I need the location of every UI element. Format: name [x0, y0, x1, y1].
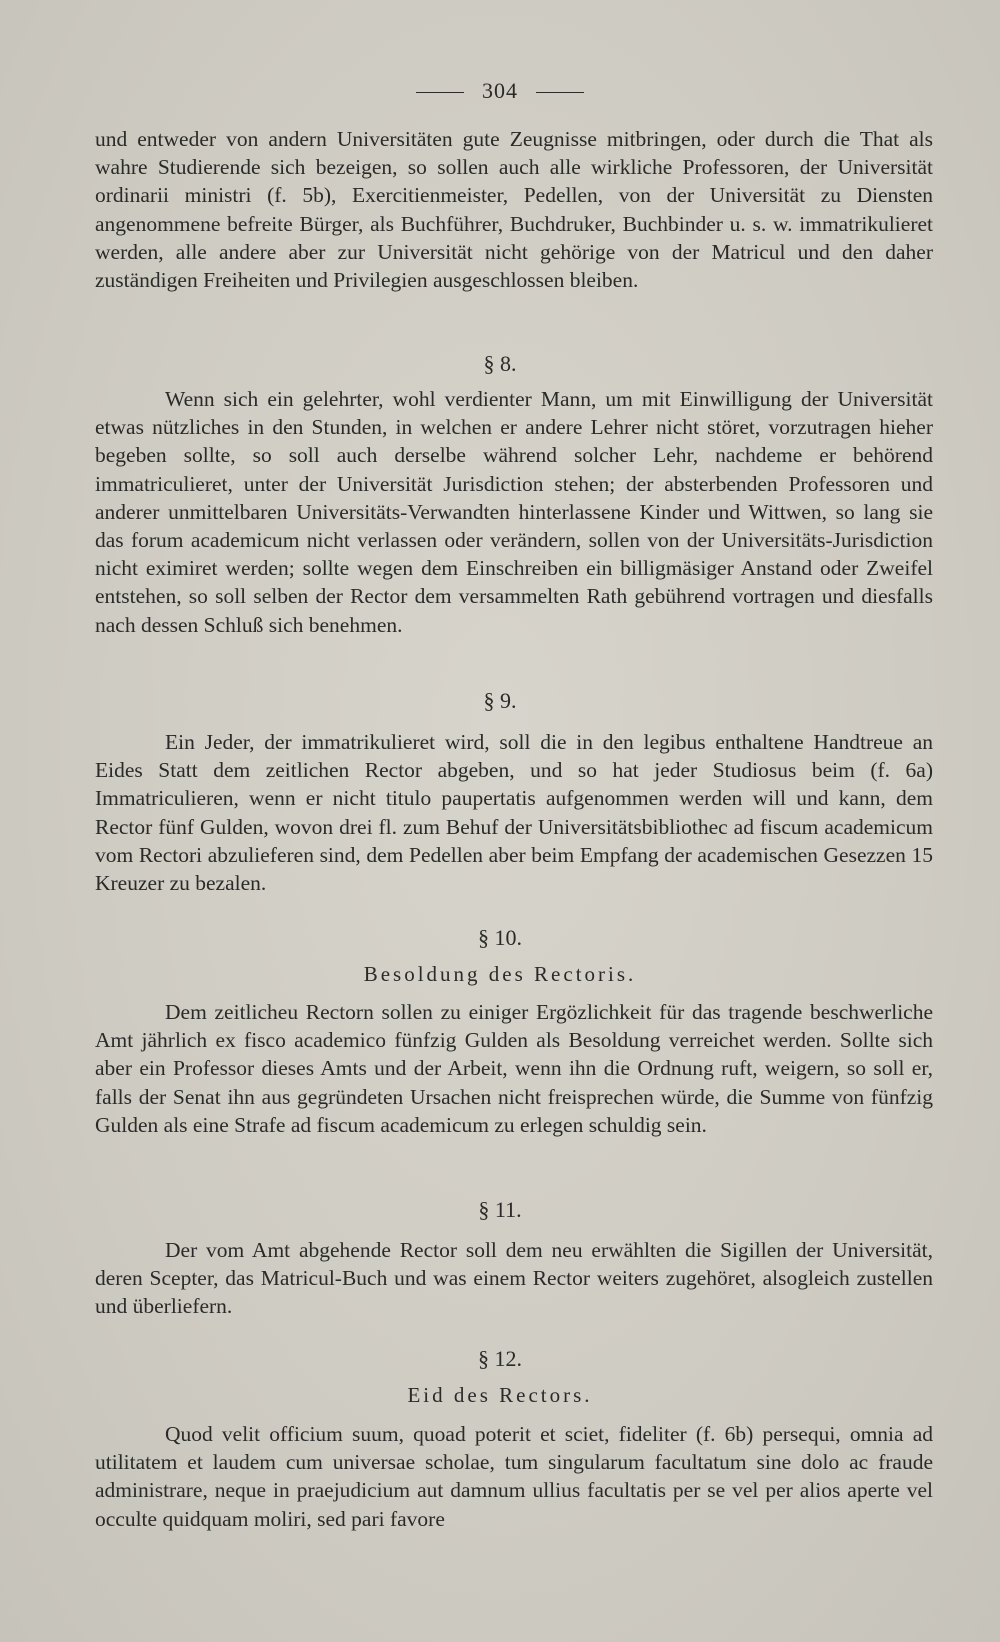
- page-header: [0, 78, 1000, 104]
- paragraph-section-11: [95, 1236, 933, 1321]
- section-title-12: Eid des Rectors.: [407, 1383, 593, 1407]
- section-heading-12: § 12.: [478, 1346, 522, 1371]
- page-number: 304: [482, 78, 518, 103]
- paragraph-text: Ein Jeder, der immatrikulieret wird, soll die in den legibus enthaltene Handtreue an Eides Statt dem zeitlichen Rector abgeben, und so hat jeder Studiosus beim (f. 6a) Immatriculieren, wenn er nicht titulo paupertatis aufgenommen werden will und kann, dem Rector fünf Gulden, wovon drei fl. zum Behuf der Universitätsbibliothec ad fiscum academicum vom Rectori abzulieferen sind, dem Pedellen aber beim Empfang der academischen Gesezzen 15 Kreuzer zu bezalen.: [95, 730, 933, 896]
- section-title-10: Besoldung des Rectoris.: [363, 962, 637, 986]
- paragraph-text: Wenn sich ein gelehrter, wohl verdienter Mann, um mit Einwilligung der Universität etwas nützliches in den Stunden, in welchen er andere Lehrer nicht störet, vorzutragen hieher begeben sollte, so soll auch derselbe während solcher Lehr, nachdeme er behörend immatriculieret, unter der Universität Jurisdiction stehen; der absterbenden Professoren und anderer unmittelbaren Universitäts-Verwandten hinterlassene Kinder und Wittwen, so lang sie das forum academicum nicht verlassen oder verändern, sollen von der Universitäts-Jurisdiction nicht eximiret werden; sollte wegen dem Einschreiben ein billigmäsiger Anstand oder Zweifel entstehen, so soll selben der Rector dem versammelten Rath gebührend vortragen und diesfalls nach dessen Schluß sich benehmen.: [95, 387, 933, 637]
- paragraph-section-12: [95, 1420, 933, 1533]
- paragraph-text: Quod velit officium suum, quoad poterit et sciet, fideliter (f. 6b) persequi, omnia ad utilitatem et laudem cum universae scholae, tum singularum facultatum sine dolo ac fraude administrare, neque in praejudicium aut damnum ullius facultatis per se vel per alios aperte vel occulte quidquam moliri, sed pari favore: [95, 1422, 933, 1531]
- section-heading-11: § 11.: [478, 1197, 522, 1222]
- paragraph-text: und entweder von andern Universitäten gute Zeugnisse mitbringen, oder durch die That als wahre Studierende sich bezeigen, so sollen auch alle wirkliche Professoren, der Universität ordinarii ministri (f. 5b), Exercitienmeister, Pedellen, von der Universität zu Diensten angenommene befreite Bürger, als Buchführer, Buchdruker, Buchbinder u. s. w. immatrikulieret werden, alle andere aber zur Universität nicht gehörige von der Matricul und den daher zuständigen Freiheiten und Privilegien ausgeschlossen bleiben.: [95, 127, 933, 293]
- paragraph-text: Der vom Amt abgehende Rector soll dem neu erwählten die Sigillen der Universität, deren Scepter, das Matricul-Buch und was einem Rector weiters zugehöret, alsogleich zustellen und überliefern.: [95, 1238, 933, 1319]
- header-rule-right: [536, 92, 584, 93]
- paragraph-section-9: [95, 728, 933, 897]
- paragraph-intro: [95, 125, 933, 294]
- paragraph-section-10: [95, 998, 933, 1139]
- header-rule-left: [416, 92, 464, 93]
- paragraph-text: Dem zeitlicheu Rectorn sollen zu einiger Ergözlichkeit für das tragende beschwerliche Amt jährlich ex fisco academico fünfzig Gulden als Besoldung verreichet werden. Sollte sich aber ein Professor dieses Amts und der Arbeit, wenn ihn die Ordnung ruft, weigern, so soll er, falls der Senat ihn aus gegründeten Ursachen nicht freisprechen würde, die Summe von fünfzig Gulden als eine Strafe ad fiscum academicum zu erlegen schuldig sein.: [95, 1000, 933, 1137]
- section-heading-10: § 10.: [478, 925, 522, 950]
- section-heading-9: § 9.: [483, 688, 517, 713]
- section-heading-8: § 8.: [483, 351, 517, 376]
- paragraph-section-8: [95, 385, 933, 639]
